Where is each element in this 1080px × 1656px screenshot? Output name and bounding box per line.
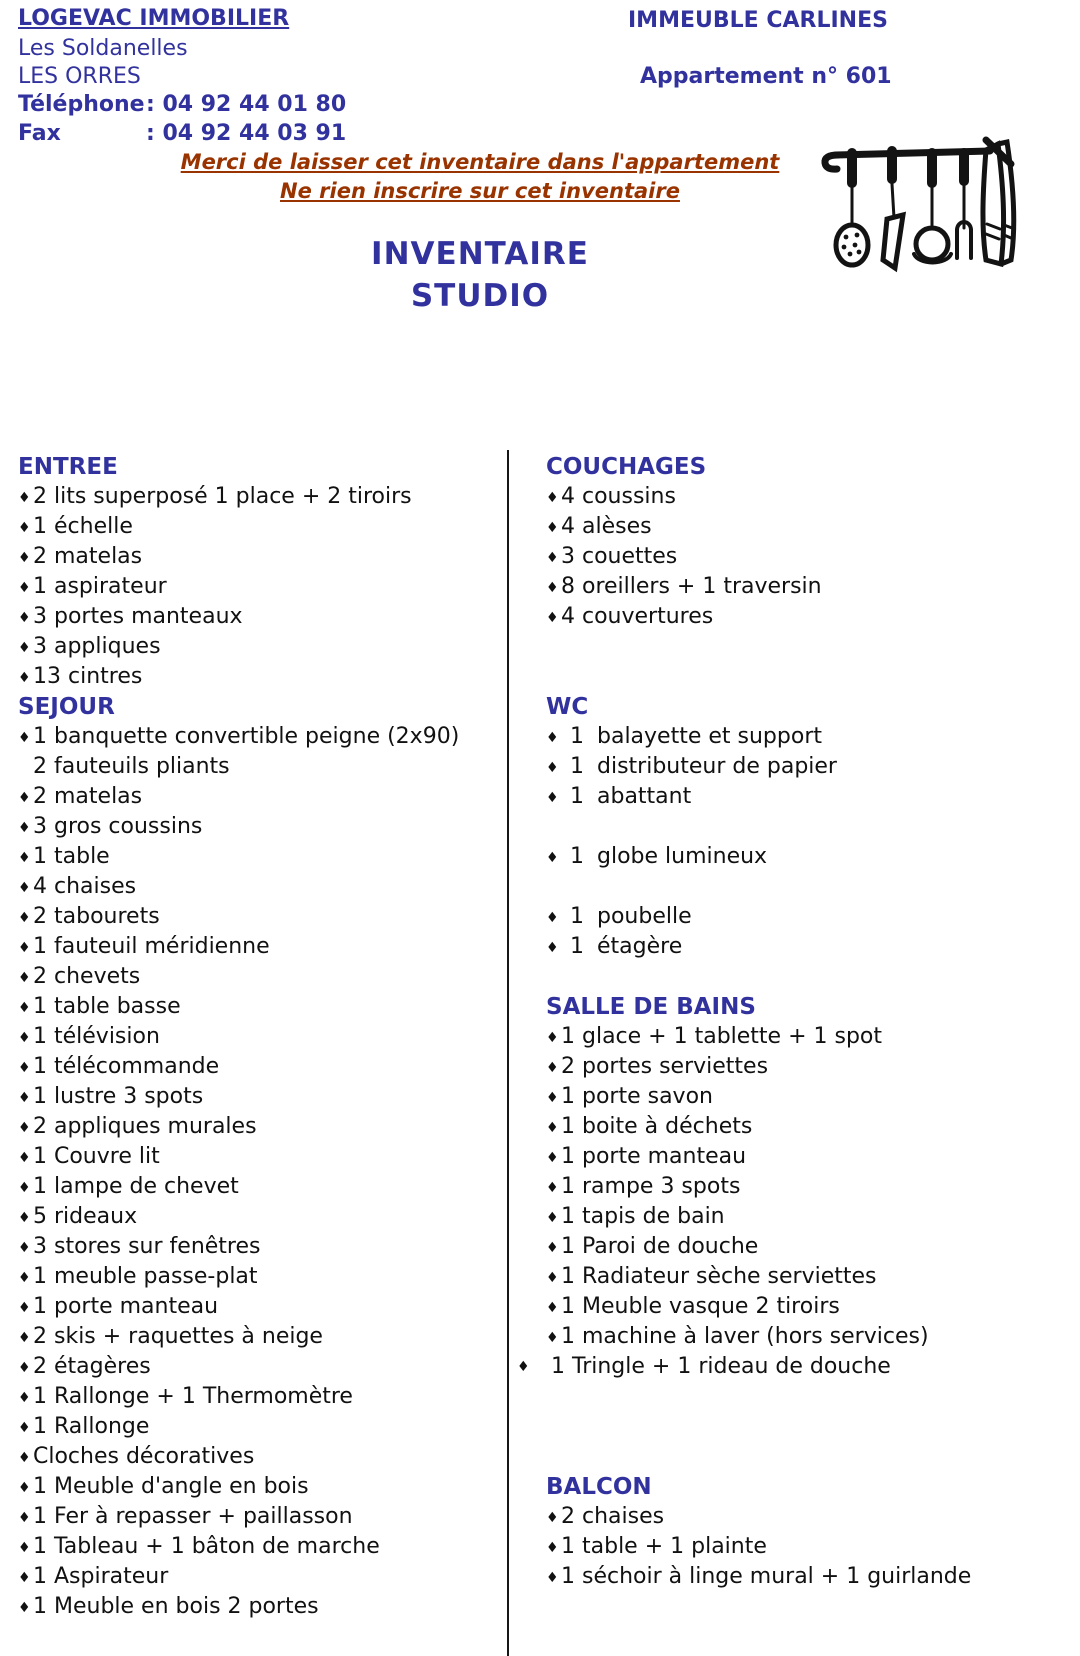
item-text: 3 stores sur fenêtres [33,1234,261,1259]
inventory-item [546,1502,1066,1532]
inventory-item [18,1502,488,1532]
diamond-bullet-icon: ♦ [546,1210,559,1226]
diamond-bullet-icon: ♦ [18,1360,31,1376]
agency-address-line2: LES ORRES [18,64,141,89]
item-text: 1 table [33,844,110,869]
item-quantity: 1 [570,904,584,929]
inventory-item [546,902,1066,932]
item-text: 1 échelle [33,514,133,539]
item-text: 1 porte manteau [33,1294,219,1319]
inventory-item [546,1232,1066,1262]
spacer [546,1382,1066,1412]
fax-label: Fax [18,121,61,146]
item-text: 3 appliques [33,634,161,659]
section-title: WC [546,694,589,720]
item-text: 8 oreillers + 1 traversin [561,574,822,599]
item-text: 1 Rallonge + 1 Thermomètre [33,1384,353,1409]
item-text: 1 porte manteau [561,1144,747,1169]
item-text: 2 appliques murales [33,1114,257,1139]
diamond-bullet-icon: ♦ [18,1330,31,1346]
item-text: 1 télévision [33,1024,160,1049]
section-title: SEJOUR [18,694,115,720]
inventory-item [546,1052,1066,1082]
item-text: 1 Meuble d'angle en bois [33,1474,309,1499]
inventory-item [18,962,488,992]
inventory-item [18,932,488,962]
inventory-item [18,1412,488,1442]
item-text: 3 gros coussins [33,814,203,839]
diamond-bullet-icon: ♦ [546,1570,559,1586]
inventory-item [546,542,1066,572]
item-text: 1 meuble passe-plat [33,1264,258,1289]
inventory-item [546,722,1066,752]
phone-line [18,92,346,117]
document-title-line2: STUDIO [410,278,550,314]
inventory-item [18,1172,488,1202]
item-text: distributeur de papier [597,754,837,779]
inventory-item [18,752,488,782]
item-text: 1 rampe 3 spots [561,1174,741,1199]
diamond-bullet-icon: ♦ [546,1150,559,1166]
item-text: 1 Couvre lit [33,1144,160,1169]
item-text: 1 machine à laver (hors services) [561,1324,929,1349]
item-text: 4 chaises [33,874,137,899]
diamond-bullet-icon: ♦ [18,1090,31,1106]
diamond-bullet-icon: ♦ [18,1300,31,1316]
item-text: 4 couvertures [561,604,714,629]
inventory-item [546,782,1066,812]
item-text: 1 Fer à repasser + paillasson [33,1504,353,1529]
apartment-number: Appartement n° 601 [640,64,892,89]
item-text: 4 coussins [561,484,676,509]
inventory-item [546,482,1066,512]
section-title: ENTREE [18,454,118,480]
inventory-item [18,632,488,662]
item-text: 2 fauteuils pliants [33,754,230,779]
inventory-item [546,1202,1066,1232]
inventory-item [546,932,1066,962]
item-text: 1 table basse [33,994,181,1019]
inventory-item [18,812,488,842]
diamond-bullet-icon: ♦ [18,1240,31,1256]
diamond-bullet-icon: ♦ [18,580,31,596]
item-text: 1 Tableau + 1 bâton de marche [33,1534,380,1559]
item-text: balayette et support [597,724,822,749]
item-text: 3 portes manteaux [33,604,243,629]
spacer [546,632,1066,662]
agency-address-line1: Les Soldanelles [18,36,188,61]
item-text: 2 chaises [561,1504,665,1529]
inventory-item [18,1202,488,1232]
diamond-bullet-icon: ♦ [546,1180,559,1196]
diamond-bullet-icon: ♦ [18,490,31,506]
diamond-bullet-icon: ♦ [18,1420,31,1436]
inventory-item [18,572,488,602]
item-text: 1 séchoir à linge mural + 1 guirlande [561,1564,972,1589]
diamond-bullet-icon: ♦ [18,520,31,536]
diamond-bullet-icon: ♦ [546,1240,559,1256]
spacer [546,872,1066,902]
agency-name: LOGEVAC IMMOBILIER [18,6,290,31]
diamond-bullet-icon: ♦ [546,580,559,596]
inventory-item [546,752,1066,782]
item-text: abattant [597,784,692,809]
item-text: 2 matelas [33,784,143,809]
item-text: 5 rideaux [33,1204,138,1229]
inventory-item [18,512,488,542]
item-text: 1 Tringle + 1 rideau de douche [551,1354,891,1379]
inventory-item [546,602,1066,632]
diamond-bullet-icon: ♦ [18,640,31,656]
item-text: 1 aspirateur [33,574,167,599]
diamond-bullet-icon: ♦ [546,520,559,536]
inventory-item [18,542,488,572]
diamond-bullet-icon: ♦ [18,670,31,686]
inventory-item [18,722,488,752]
diamond-bullet-icon: ♦ [546,1330,559,1346]
inventory-item [18,902,488,932]
item-quantity: 1 [570,754,584,779]
inventory-item [546,1082,1066,1112]
spacer [546,1442,1066,1472]
right-column [517,452,1066,1592]
diamond-bullet-icon: ♦ [18,820,31,836]
inventory-item [546,512,1066,542]
phone-label: Téléphone [18,92,145,117]
inventory-item [546,1322,1066,1352]
item-text: 2 skis + raquettes à neige [33,1324,323,1349]
item-text: Cloches décoratives [33,1444,255,1469]
spacer [546,962,1066,992]
diamond-bullet-icon: ♦ [546,1510,559,1526]
item-quantity: 1 [570,844,584,869]
diamond-bullet-icon: ♦ [18,1120,31,1136]
diamond-bullet-icon: ♦ [546,1540,559,1556]
diamond-bullet-icon: ♦ [546,730,559,746]
diamond-bullet-icon: ♦ [18,1150,31,1166]
item-text: 2 étagères [33,1354,151,1379]
inventory-item [18,782,488,812]
fax-number: : 04 92 44 03 91 [146,121,347,146]
inventory-item [546,1292,1066,1322]
left-column [18,452,488,1622]
item-quantity: 1 [570,724,584,749]
building-name: IMMEUBLE CARLINES [628,8,888,33]
notice-line-1: Merci de laisser cet inventaire dans l'appartement [180,150,780,174]
inventory-item [18,1352,488,1382]
diamond-bullet-icon: ♦ [18,550,31,566]
diamond-bullet-icon: ♦ [18,1510,31,1526]
inventory-item [18,872,488,902]
inventory-item [18,1292,488,1322]
diamond-bullet-icon: ♦ [18,1390,31,1406]
item-quantity: 1 [570,934,584,959]
inventory-item [18,1232,488,1262]
column-divider [507,450,509,1656]
item-text: 2 lits superposé 1 place + 2 tiroirs [33,484,412,509]
spacer [546,662,1066,692]
diamond-bullet-icon: ♦ [546,610,559,626]
inventory-item [517,1352,1066,1382]
section-title: COUCHAGES [546,454,707,480]
diamond-bullet-icon: ♦ [546,1300,559,1316]
spacer [546,812,1066,842]
diamond-bullet-icon: ♦ [18,1270,31,1286]
item-text: 1 Paroi de douche [561,1234,759,1259]
diamond-bullet-icon: ♦ [18,1480,31,1496]
diamond-bullet-icon: ♦ [546,1090,559,1106]
item-text: 2 matelas [33,544,143,569]
diamond-bullet-icon: ♦ [18,790,31,806]
inventory-item [546,1172,1066,1202]
diamond-bullet-icon: ♦ [546,940,559,956]
inventory-item [18,1142,488,1172]
item-text: 2 chevets [33,964,141,989]
diamond-bullet-icon: ♦ [546,910,559,926]
inventory-item [18,842,488,872]
item-text: 2 portes serviettes [561,1054,769,1079]
item-text: globe lumineux [597,844,768,869]
inventory-item [18,1112,488,1142]
inventory-item [18,1262,488,1292]
diamond-bullet-icon: ♦ [18,1060,31,1076]
inventory-item [546,1022,1066,1052]
diamond-bullet-icon: ♦ [18,940,31,956]
diamond-bullet-icon: ♦ [546,490,559,506]
diamond-bullet-icon: ♦ [546,1030,559,1046]
item-text: 1 Radiateur sèche serviettes [561,1264,877,1289]
item-text: 1 boite à déchets [561,1114,753,1139]
spacer [546,1412,1066,1442]
inventory-item [18,1322,488,1352]
item-text: 1 banquette convertible peigne (2x90) [33,724,460,749]
item-text: 1 Meuble vasque 2 tiroirs [561,1294,840,1319]
inventory-item [546,1562,1066,1592]
inventory-item [18,602,488,632]
item-text: 3 couettes [561,544,678,569]
item-text: 2 tabourets [33,904,160,929]
inventory-item [18,1022,488,1052]
diamond-bullet-icon: ♦ [18,880,31,896]
diamond-bullet-icon: ♦ [18,1540,31,1556]
inventory-item [18,1442,488,1472]
diamond-bullet-icon: ♦ [546,790,559,806]
section-title: BALCON [546,1474,652,1500]
diamond-bullet-icon: ♦ [517,1359,530,1375]
inventory-item [18,482,488,512]
inventory-item [546,1142,1066,1172]
inventory-item [18,1562,488,1592]
diamond-bullet-icon: ♦ [18,730,31,746]
diamond-bullet-icon: ♦ [18,970,31,986]
inventory-item [546,1262,1066,1292]
diamond-bullet-icon: ♦ [546,1120,559,1136]
diamond-bullet-icon: ♦ [546,1060,559,1076]
inventory-item [18,992,488,1022]
diamond-bullet-icon: ♦ [18,910,31,926]
item-text: 1 Aspirateur [33,1564,169,1589]
diamond-bullet-icon: ♦ [18,1450,31,1466]
diamond-bullet-icon: ♦ [546,760,559,776]
item-text: étagère [597,934,683,959]
diamond-bullet-icon: ♦ [18,610,31,626]
item-text: 1 Rallonge [33,1414,150,1439]
diamond-bullet-icon: ♦ [18,1210,31,1226]
inventory-item [546,1112,1066,1142]
item-text: 1 fauteuil méridienne [33,934,270,959]
diamond-bullet-icon: ♦ [18,1000,31,1016]
diamond-bullet-icon: ♦ [546,550,559,566]
item-text: 1 lustre 3 spots [33,1084,204,1109]
diamond-bullet-icon: ♦ [18,1180,31,1196]
diamond-bullet-icon: ♦ [546,1270,559,1286]
item-text: 13 cintres [33,664,143,689]
fax-line [18,121,346,146]
inventory-item [546,842,1066,872]
diamond-bullet-icon: ♦ [546,850,559,866]
item-quantity: 1 [570,784,584,809]
item-text: 1 Meuble en bois 2 portes [33,1594,319,1619]
phone-number: : 04 92 44 01 80 [146,92,347,117]
inventory-item [18,1082,488,1112]
inventory-item [546,1532,1066,1562]
item-text: 1 tapis de bain [561,1204,725,1229]
item-text: 1 table + 1 plainte [561,1534,767,1559]
item-text: 4 alèses [561,514,652,539]
inventory-item [18,1052,488,1082]
section-title: SALLE DE BAINS [546,994,756,1020]
item-text: 1 porte savon [561,1084,713,1109]
inventory-item [18,1382,488,1412]
diamond-bullet-icon: ♦ [18,850,31,866]
inventory-item [546,572,1066,602]
inventory-item [18,1592,488,1622]
item-text: 1 glace + 1 tablette + 1 spot [561,1024,883,1049]
inventory-item [18,1472,488,1502]
diamond-bullet-icon: ♦ [18,1030,31,1046]
item-text: 1 télécommande [33,1054,220,1079]
document-title-line1: INVENTAIRE [371,236,589,272]
diamond-bullet-icon: ♦ [18,1600,31,1616]
notice-line-2: Ne rien inscrire sur cet inventaire [280,179,680,203]
item-text: poubelle [597,904,692,929]
item-text: 1 lampe de chevet [33,1174,239,1199]
inventory-item [18,1532,488,1562]
inventory-item [18,662,488,692]
diamond-bullet-icon: ♦ [18,1570,31,1586]
